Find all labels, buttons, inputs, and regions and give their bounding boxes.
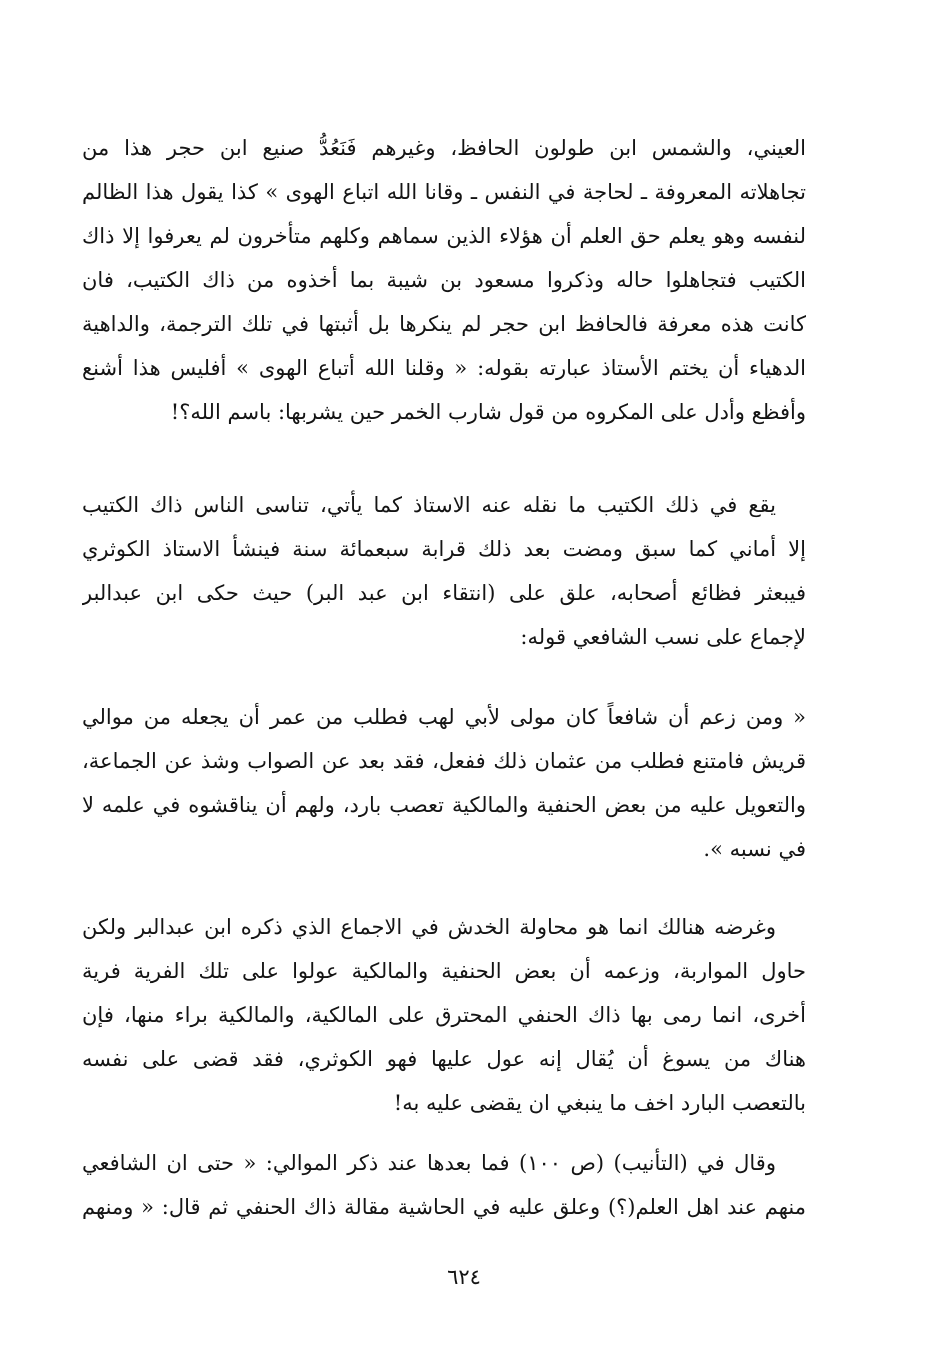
paragraph-2 — [82, 483, 806, 659]
text-line: إلا أماني كما سبق ومضت بعد ذلك قرابة سبعمائة سنة فينشأ الاستاذ الكوثري — [82, 537, 806, 561]
text-line: والتعويل عليه من بعض الحنفية والمالكية تعصب بارد، ولهم أن يناقشوه في علمه لا — [82, 793, 806, 817]
text-line: أخرى، انما رمى بها ذاك الحنفي المحترق على المالكية، والمالكية براء منها، فإن — [82, 1003, 806, 1027]
text-line: فيبعثر فظائع أصحابه، علق على (انتقاء ابن عبد البر) حيث حكى ابن عبدالبر — [82, 581, 806, 605]
text-line: وقال في (التأنيب) (ص ١٠٠) فما بعدها عند ذكر الموالي: « حتى ان الشافعي — [82, 1151, 776, 1175]
text-line: الكتيب فتجاهلوا حاله وذكروا مسعود بن شيبة بما أخذوه من ذاك الكتيب، فان — [82, 268, 806, 292]
paragraph-5 — [82, 1141, 806, 1229]
text-line: تجاهلاته المعروفة ـ لحاجة في النفس ـ وقانا الله اتباع الهوى » كذا يقول هذا الظالم — [82, 180, 806, 204]
text-line: يقع في ذلك الكتيب ما نقله عنه الاستاذ كما يأتي، تناسى الناس ذاك الكتيب — [82, 493, 776, 517]
text-line: كانت هذه معرفة فالحافظ ابن حجر لم ينكرها بل أثبتها في تلك الترجمة، والداهية — [82, 312, 806, 336]
text-line: هناك من يسوغ أن يُقال إنه عول عليها فهو الكوثري، فقد قضى على نفسه — [82, 1047, 806, 1071]
text-line: وغرضه هنالك انما هو محاولة الخدش في الاجماع الذي ذكره ابن عبدالبر ولكن — [82, 915, 776, 939]
text-line: وأفظع وأدل على المكروه من قول شارب الخمر حين يشربها: باسم الله؟! — [170, 400, 806, 424]
text-line: في نسبه ». — [703, 837, 806, 861]
text-line: العيني، والشمس ابن طولون الحافظ، وغيرهم فَنَعُدُّ صنيع ابن حجر هذا من — [82, 136, 806, 160]
text-line: الدهياء أن يختم الأستاذ عبارته بقوله: « وقلنا الله أتباع الهوى » أفليس هذا أشنع — [82, 356, 806, 380]
text-line: بالتعصب البارد اخف ما ينبغي ان يقضى عليه به! — [393, 1091, 806, 1115]
text-line: لإجماع على نسب الشافعي قوله: — [520, 625, 806, 649]
page-number: ٦٢٤ — [447, 1265, 481, 1289]
text-line: لنفسه وهو يعلم حق العلم أن هؤلاء الذين سماهم وكلهم متأخرون لم يعرفوا إلا ذاك — [82, 224, 806, 248]
text-line: « ومن زعم أن شافعاً كان مولى لأبي لهب فطلب من عمر أن يجعله من موالي — [82, 705, 806, 729]
text-line: قريش فامتنع فطلب من عثمان ذلك ففعل، فقد بعد عن الصواب وشذ عن الجماعة، — [82, 749, 806, 773]
text-line: حاول المواربة، وزعمه أن بعض الحنفية والمالكية عولوا على تلك الفرية فرية — [82, 959, 806, 983]
paragraph-1 — [82, 126, 806, 434]
text-line: منهم عند اهل العلم(؟) وعلق عليه في الحاشية مقالة ذاك الحنفي ثم قال: « ومنهم — [82, 1195, 806, 1219]
quotation-paragraph — [82, 695, 806, 871]
paragraph-4 — [82, 905, 806, 1125]
